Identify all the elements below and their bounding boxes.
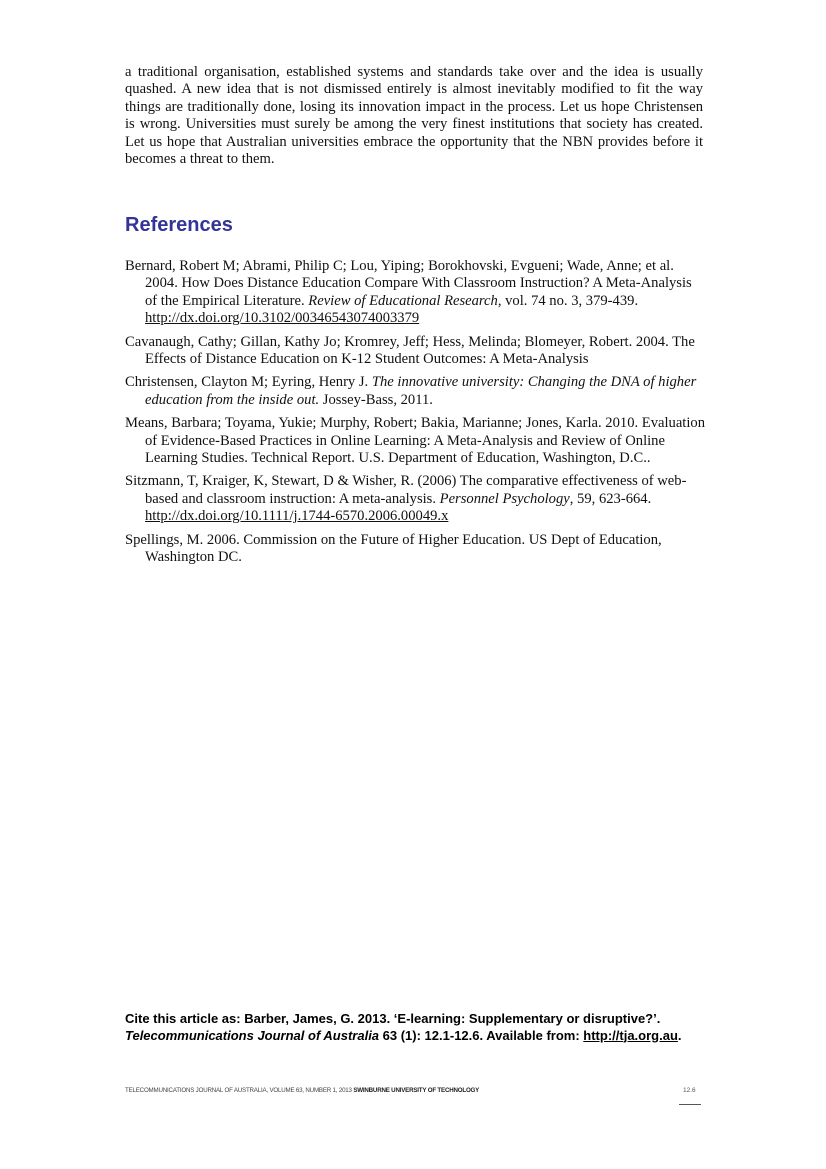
reference-text: Spellings, M. 2006. Commission on the Future of Higher Education. US Dept of Education, Washington DC.	[125, 531, 662, 566]
reference-text: , 59, 623-664.	[569, 490, 652, 507]
reference-text: Cavanaugh, Cathy; Gillan, Kathy Jo; Kromrey, Jeff; Hess, Melinda; Blomeyer, Robert. 2004. The Effects of Distance Education on K-12 Student Outcomes: A Meta-Analysis	[125, 333, 695, 368]
footer-journal: TELECOMMUNICATIONS JOURNAL OF AUSTRALIA, VOLUME 63, NUMBER 1, 2013	[125, 1087, 354, 1094]
citation-end: .	[677, 1027, 682, 1043]
reference-doi-link[interactable]: http://dx.doi.org/10.1111/j.1744-6570.2006.00049.x	[145, 508, 449, 525]
citation-details: 63 (1): 12.1-12.6. Available from:	[379, 1027, 584, 1043]
footer-publisher: SWINBURNE UNIVERSITY OF TECHNOLOGY	[353, 1087, 480, 1094]
reference-text: Christensen, Clayton M; Eyring, Henry J.	[125, 374, 372, 391]
citation-lead: Cite this article as: Barber, James, G. 2013. ‘E-learning: Supplementary or disruptive?’.	[125, 1011, 661, 1026]
footer-rule	[679, 1104, 701, 1105]
reference-item	[125, 473, 705, 525]
reference-text: Bernard, Robert M; Abrami, Philip C; Lou, Yiping; Borokhovski, Evgueni; Wade, Anne; et al. 2004. How Does Distance Education Compare With Classroom Instruction? A Meta-Analysis of the Empirical Literature.	[125, 258, 692, 309]
reference-doi-link[interactable]: http://dx.doi.org/10.3102/00346543074003379	[145, 310, 420, 327]
citation-block	[125, 1011, 715, 1044]
reference-list	[125, 258, 705, 573]
citation-journal: Telecommunications Journal of Australia	[125, 1027, 380, 1043]
reference-text: Jossey-Bass, 2011.	[319, 391, 433, 408]
reference-text: Means, Barbara; Toyama, Yukie; Murphy, Robert; Bakia, Marianne; Jones, Karla. 2010. Evaluation of Evidence-Based Practices in Online Learning: A Meta-Analysis and Review of Online Learning Studies. Technical Report. U.S. Department of Education, Washington, D.C..	[125, 415, 706, 467]
reference-item	[125, 374, 705, 409]
reference-item	[125, 532, 705, 567]
page-number: 12.6	[683, 1087, 696, 1094]
citation-link[interactable]: http://tja.org.au	[583, 1027, 678, 1043]
reference-text: , vol. 74 no. 3, 379-439.	[497, 292, 639, 309]
reference-text: Sitzmann, T, Kraiger, K, Stewart, D & Wisher, R. (2006) The comparative effectiveness of web-based and classroom instruction: A meta-analysis.	[125, 473, 687, 507]
reference-journal: Personnel Psychology	[439, 490, 570, 507]
body-paragraph: a traditional organisation, established systems and standards take over and the idea is usually quashed. A new idea that is not dismissed entirely is almost inevitably modified to fit the way things are traditionally done, losing its innovation impact in the process. Let us hope Christensen is wrong. Universities must surely be among the very finest institutions that society has created. Let us hope that Australian universities embrace the opportunity that the NBN provides before it becomes a threat to them.	[125, 64, 703, 168]
reference-journal: Review of Educational Research	[308, 292, 498, 309]
reference-item	[125, 258, 705, 328]
reference-item	[125, 415, 705, 467]
page-footer	[125, 1087, 700, 1094]
reference-item	[125, 334, 705, 369]
references-heading: References	[125, 214, 233, 236]
reference-book-title: The innovative university: Changing the DNA of higher education from the inside out.	[145, 374, 697, 408]
